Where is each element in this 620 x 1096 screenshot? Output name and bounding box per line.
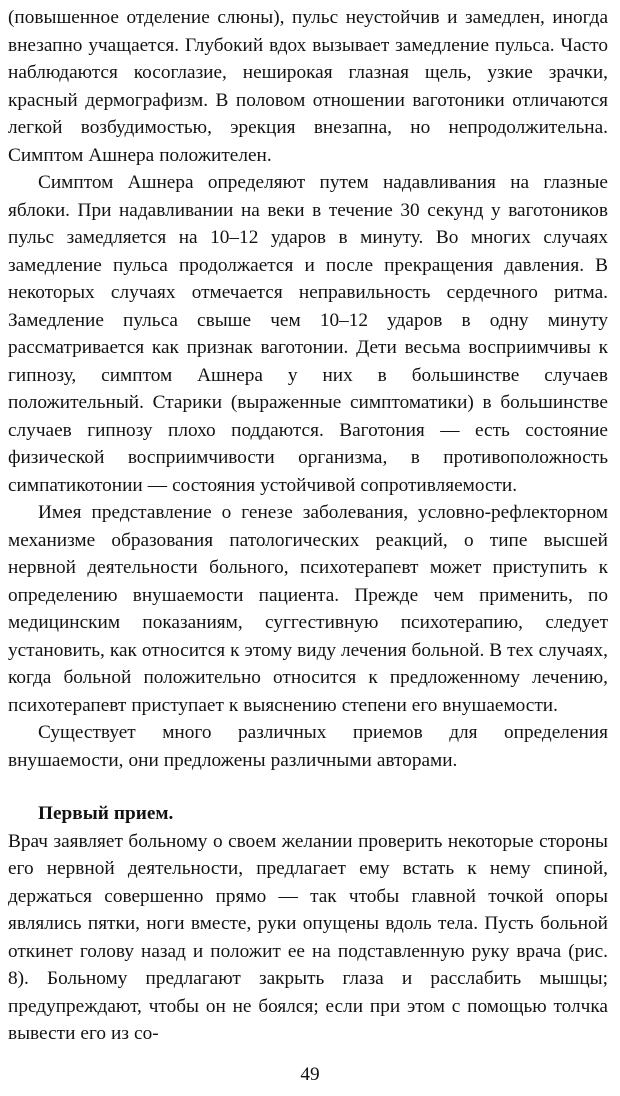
page-body — [8, 4, 608, 1048]
paragraph-4: Существует много различных приемов для определения внушаемости, они предложены различными авторами. — [8, 722, 608, 771]
paragraph-1: (повышенное отделение слюны), пульс неустойчив и замедлен, иногда внезапно учащается. Глубокий вдох вызывает замедление пульса. Часто наблюдаются косоглазие, неширокая глазная щель, узкие зрачки, красный дермографизм. В половом отношении ваготоники отличаются легкой возбудимостью, эрекция внезапна, но непродолжительна. Симптом Ашнера положителен. — [8, 7, 608, 166]
paragraph-2: Симптом Ашнера определяют путем надавливания на глазные яблоки. При надавливании на веки в течение 30 секунд у ваготоников пульс замедляется на 10–12 ударов в минуту. Во многих случаях замедление пульса продолжается и после прекращения давления. В некоторых случаях отмечается неправильность сердечного ритма. Замедление пульса свыше чем 10–12 ударов в одну минуту рассматривается как признак ваготонии. Дети весьма восприимчивы к гипнозу, симптом Ашнера у них в большинстве случаев положительный. Старики (выраженные симптоматики) в большинстве случаев гипнозу плохо поддаются. Ваготония — есть состояние физической восприимчивости организма, в противоположность симпатикотонии — состояния устойчивой сопротивляемости. — [8, 172, 608, 496]
section-heading-first-method: Первый прием. — [38, 803, 174, 824]
page-number: 49 — [300, 1064, 320, 1085]
paragraph-3: Имея представление о генезе заболевания, условно-рефлекторном механизме образования патологических реакций, о типе высшей нервной деятельности больного, психотерапевт может приступить к определению внушаемости пациента. Прежде чем применить, по медицинским показаниям, суггестивную психотерапию, следует установить, как относится к этому виду лечения больной. В тех случаях, когда больной положительно относится к предложенному лечению, психотерапевт приступает к выяснению степени его внушаемости. — [8, 502, 608, 716]
paragraph-5: Врач заявляет больному о своем желании проверить некоторые стороны его нервной деятельности, предлагает ему встать к нему спиной, держаться совершенно прямо — так чтобы главной точкой опоры являлись пятки, ноги вместе, руки опущены вдоль тела. Пусть больной откинет голову назад и положит ее на подставленную руку врача (рис. 8). Больному предлагают закрыть глаза и расслабить мышцы; предупреждают, чтобы он не боялся; если при этом с помощью толчка вывести его из со- — [8, 830, 608, 1044]
